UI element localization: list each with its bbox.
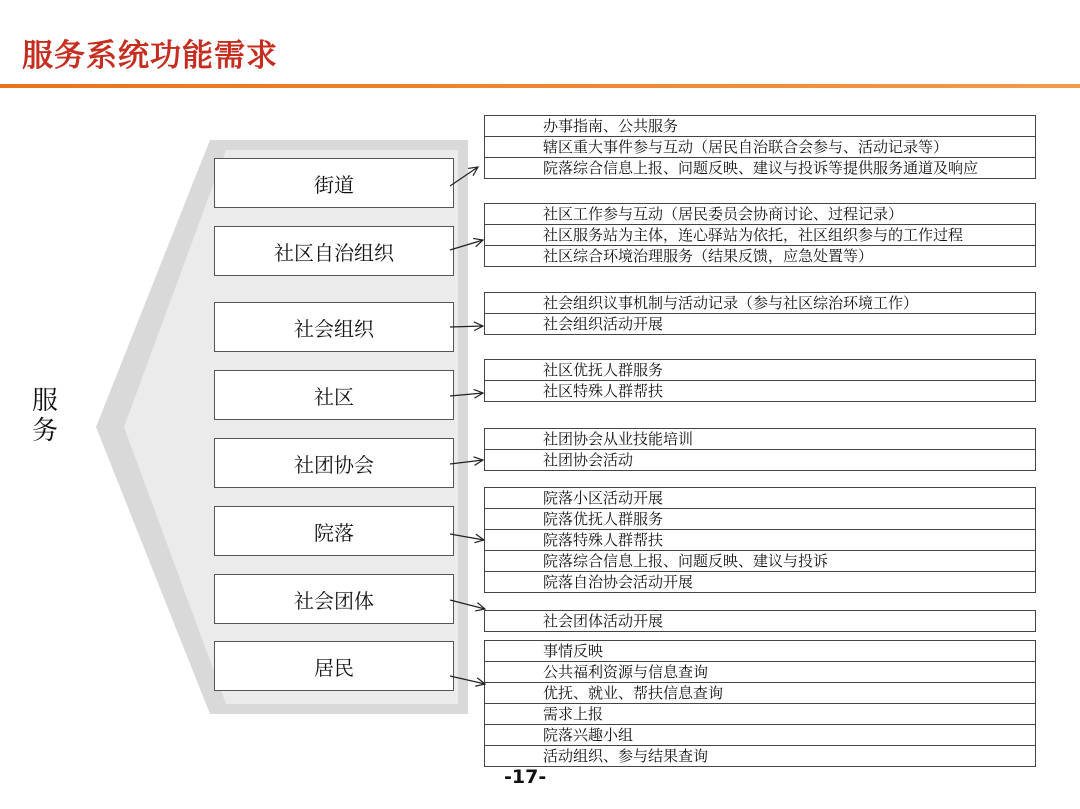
- category-box: 院落: [214, 506, 454, 556]
- item-row: 院落综合信息上报、问题反映、建议与投诉等提供服务通道及响应: [484, 158, 1036, 179]
- item-row: 社会组织活动开展: [484, 314, 1036, 335]
- item-row: 辖区重大事件参与互动（居民自治联合会参与、活动记录等）: [484, 137, 1036, 158]
- item-group: [484, 292, 1036, 335]
- item-row: 事情反映: [484, 641, 1036, 662]
- item-row: 社区优抚人群服务: [484, 360, 1036, 381]
- category-box: 社区自治组织: [214, 226, 454, 276]
- category-box: 居民: [214, 641, 454, 691]
- page-number: -17-: [504, 766, 547, 788]
- item-row: 社区服务站为主体，连心驿站为依托，社区组织参与的工作过程: [484, 225, 1036, 246]
- item-group: [484, 115, 1036, 179]
- category-box: 社团协会: [214, 438, 454, 488]
- page-title: 服务系统功能需求: [22, 38, 278, 74]
- item-group: [484, 487, 1036, 593]
- item-row: 院落兴趣小组: [484, 725, 1036, 746]
- item-group: [484, 428, 1036, 471]
- item-group: [484, 359, 1036, 402]
- item-row: 需求上报: [484, 704, 1036, 725]
- category-box: 社区: [214, 370, 454, 420]
- root-label: [28, 386, 62, 446]
- item-group: [484, 610, 1036, 632]
- item-row: 社团协会活动: [484, 450, 1036, 471]
- item-row: 院落自治协会活动开展: [484, 572, 1036, 593]
- item-row: 社区工作参与互动（居民委员会协商讨论、过程记录）: [484, 204, 1036, 225]
- item-row: 社团协会从业技能培训: [484, 429, 1036, 450]
- item-row: 公共福利资源与信息查询: [484, 662, 1036, 683]
- item-row: 院落特殊人群帮扶: [484, 530, 1036, 551]
- item-row: 院落优抚人群服务: [484, 509, 1036, 530]
- item-row: 优抚、就业、帮扶信息查询: [484, 683, 1036, 704]
- item-row: 院落小区活动开展: [484, 488, 1036, 509]
- item-group: [484, 203, 1036, 267]
- category-box: 社会团体: [214, 574, 454, 624]
- item-group: [484, 640, 1036, 767]
- item-row: 院落综合信息上报、问题反映、建议与投诉: [484, 551, 1036, 572]
- item-row: 社区特殊人群帮扶: [484, 381, 1036, 402]
- category-box: 街道: [214, 158, 454, 208]
- item-row: 办事指南、公共服务: [484, 116, 1036, 137]
- category-box: 社会组织: [214, 302, 454, 352]
- item-row: 社会组织议事机制与活动记录（参与社区综治环境工作）: [484, 293, 1036, 314]
- item-row: 活动组织、参与结果查询: [484, 746, 1036, 767]
- item-row: 社区综合环境治理服务（结果反馈，应急处置等）: [484, 246, 1036, 267]
- root-char: 务: [31, 416, 58, 446]
- root-char: 服: [31, 386, 58, 416]
- item-row: 社会团体活动开展: [484, 611, 1036, 632]
